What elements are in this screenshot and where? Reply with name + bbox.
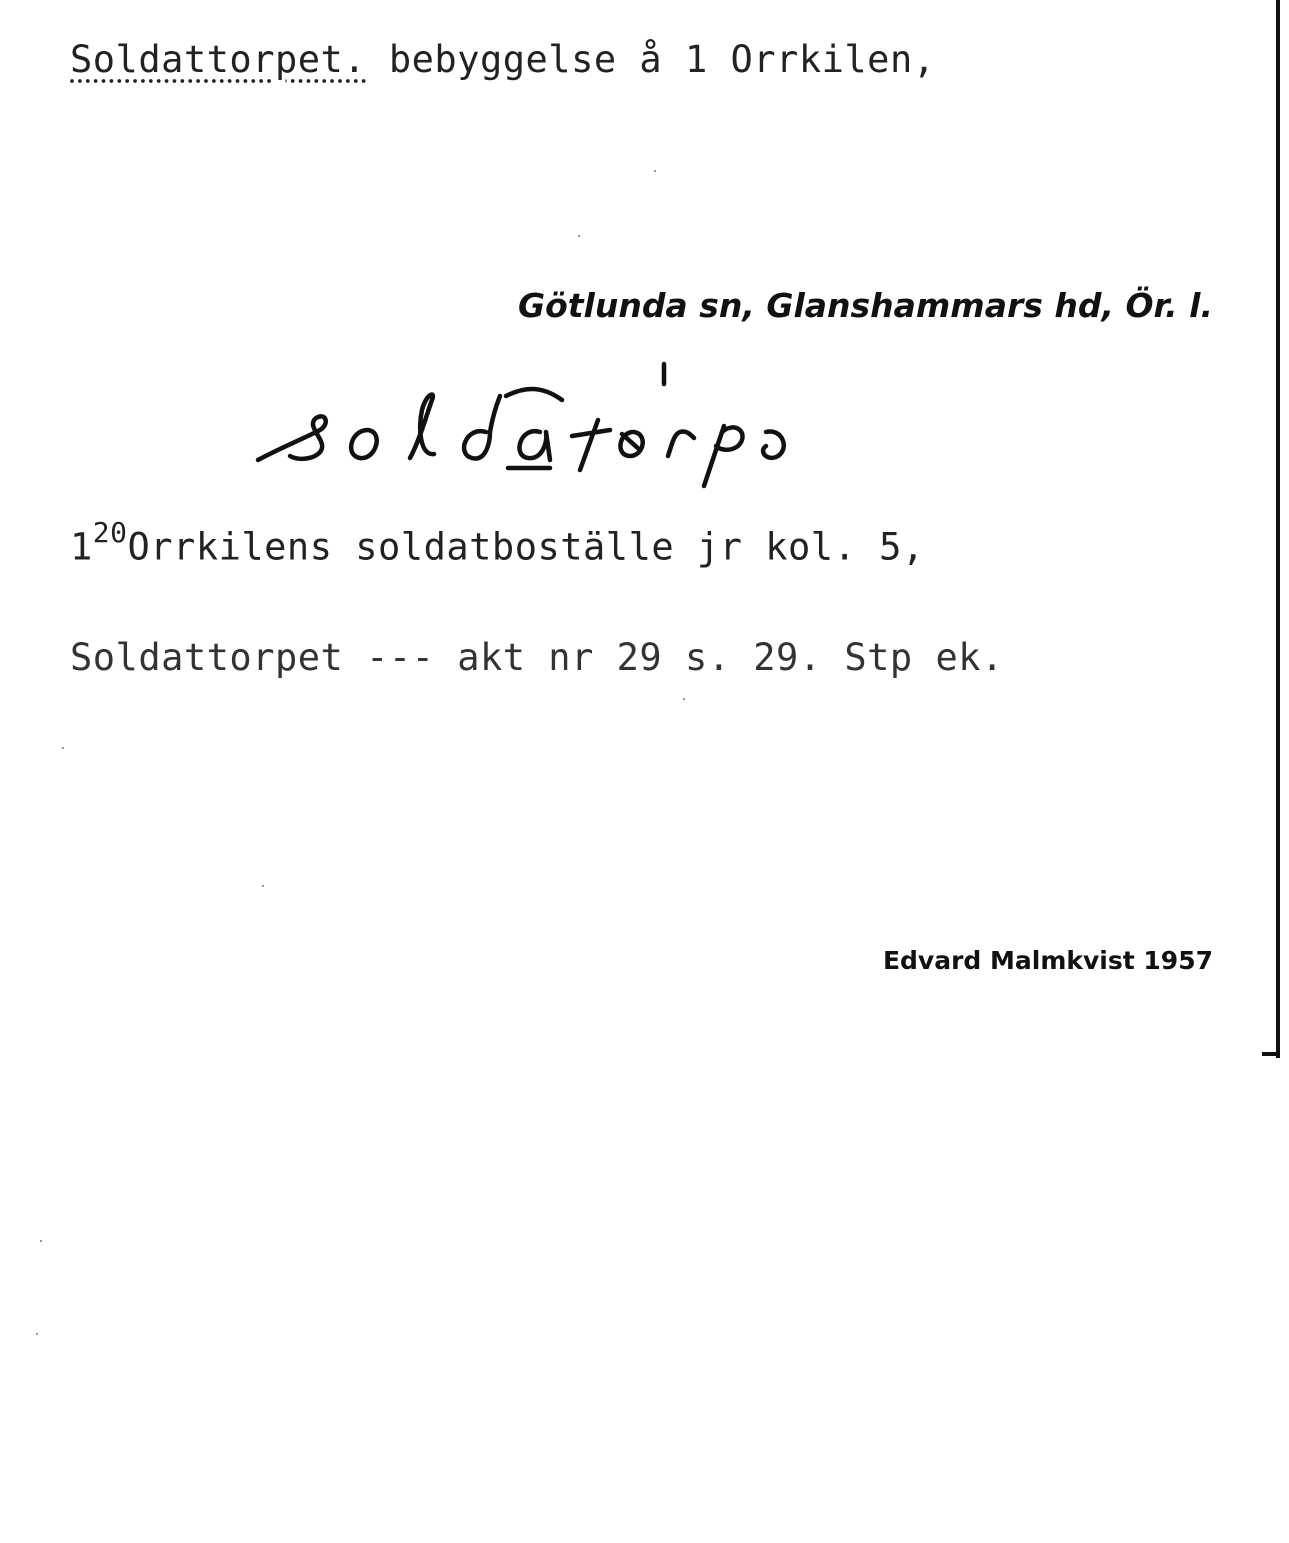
collector-signature: Edvard Malmkvist 1957 (882, 946, 1213, 975)
reference-line: Soldattorpet --- akt nr 29 s. 29. Stp ek. (70, 636, 1004, 679)
header-line (70, 38, 936, 81)
source-superscript: 20 (92, 516, 128, 549)
place-name-heading: Soldattorpet. (70, 38, 367, 81)
scan-speck (62, 747, 64, 749)
source-number: 1 (70, 525, 93, 569)
scan-speck (578, 235, 580, 237)
header-description: bebyggelse å 1 Orrkilen, (366, 38, 936, 81)
scan-speck (683, 698, 685, 700)
card-edge-corner (1262, 1052, 1280, 1056)
scan-speck (262, 885, 264, 887)
scan-speck (654, 170, 656, 172)
parish-stamp: Götlunda sn, Glanshammars hd, Ör. l. (517, 286, 1213, 325)
handwritten-phonetic-transcription (250, 360, 810, 490)
scan-speck (36, 1333, 38, 1335)
source-line (70, 516, 925, 569)
card-edge-right (1276, 0, 1280, 1058)
scan-speck (40, 1240, 42, 1242)
source-text: Orrkilens soldatboställe jr kol. 5, (127, 525, 925, 569)
